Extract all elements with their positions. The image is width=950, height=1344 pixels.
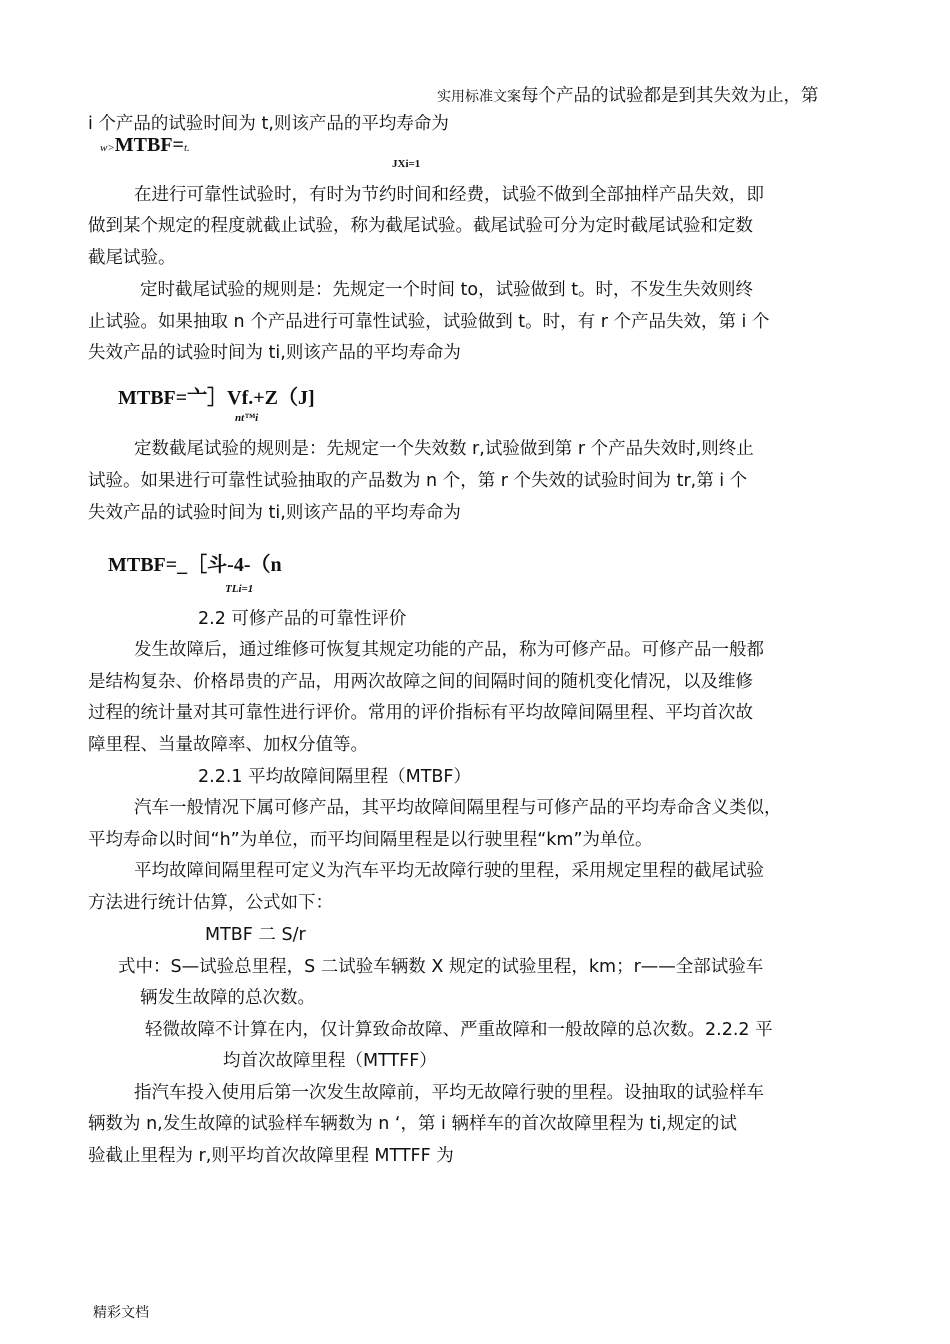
formula-1-sub: JXi=1 — [392, 158, 421, 170]
paragraph-line: 均首次故障里程（MTTFF） — [223, 1051, 437, 1071]
formula-2: MTBF=亠］Vf.+Z（J] — [118, 387, 315, 409]
formula-1-main: MTBF= — [114, 134, 184, 156]
header-line-1 — [437, 84, 819, 110]
formula-1-tail: t. — [183, 142, 190, 154]
formula-4: MTBF 二 S/r — [205, 925, 306, 945]
paragraph-line: 截尾试验。 — [88, 248, 176, 268]
paragraph-line: 辆发生故障的总次数。 — [140, 988, 315, 1008]
paragraph-line: 在进行可靠性试验时，有时为节约时间和经费，试验不做到全部抽样产品失效，即 — [134, 185, 764, 205]
paragraph-line: 定数截尾试验的规则是：先规定一个失效数 r,试验做到第 r 个产品失效时,则终止 — [134, 439, 754, 459]
paragraph-line: 过程的统计量对其可靠性进行评价。常用的评价指标有平均故障间隔里程、平均首次故 — [88, 703, 753, 723]
paragraph-line: 失效产品的试验时间为 ti,则该产品的平均寿命为 — [88, 503, 461, 523]
header-line-2: i 个产品的试验时间为 t,则该产品的平均寿命为 — [88, 114, 449, 134]
paragraph-line: 试验。如果进行可靠性试验抽取的产品数为 n 个，第 r 个失效的试验时间为 tr,第 i 个 — [88, 471, 748, 491]
paragraph-line: 轻微故障不计算在内，仅计算致命故障、严重故障和一般故障的总次数。2.2.2 平 — [145, 1020, 773, 1040]
section-heading: 2.2 可修产品的可靠性评价 — [198, 609, 407, 629]
paragraph-line: 定时截尾试验的规则是：先规定一个时间 to，试验做到 t。时，不发生失效则终 — [140, 280, 754, 300]
header-text: 每个产品的试验都是到其失效为止，第 — [521, 86, 819, 106]
paragraph-line: 验截止里程为 r,则平均首次故障里程 MTTFF 为 — [88, 1146, 454, 1166]
paragraph-line: 平均故障间隔里程可定义为汽车平均无故障行驶的里程，采用规定里程的截尾试验 — [134, 861, 764, 881]
paragraph-line: 做到某个规定的程度就截止试验，称为截尾试验。截尾试验可分为定时截尾试验和定数 — [88, 216, 753, 236]
paragraph-line: 失效产品的试验时间为 ti,则该产品的平均寿命为 — [88, 343, 461, 363]
formula-1 — [100, 133, 190, 160]
formula-1-prefix: w> — [100, 142, 115, 154]
paragraph-line: 指汽车投入使用后第一次发生故障前，平均无故障行驶的里程。设抽取的试验样车 — [134, 1083, 764, 1103]
page-footer: 精彩文档 — [93, 1306, 149, 1321]
paragraph-line: 是结构复杂、价格昂贵的产品，用两次故障之间的间隔时间的随机变化情况，以及维修 — [88, 672, 753, 692]
formula-2-sub: nt™i — [235, 412, 259, 424]
formula-3: MTBF=_［斗-4-（n — [108, 554, 282, 576]
paragraph-line: 汽车一般情况下属可修产品，其平均故障间隔里程与可修产品的平均寿命含义类似， — [134, 798, 782, 818]
paragraph-line: 平均寿命以时间“h”为单位，而平均间隔里程是以行驶里程“km”为单位。 — [88, 830, 653, 850]
paragraph-line: 式中：S—试验总里程，S 二试验车辆数 X 规定的试验里程，km；r——全部试验车 — [118, 957, 764, 977]
subsection-heading: 2.2.1 平均故障间隔里程（MTBF） — [198, 767, 471, 787]
paragraph-line: 障里程、当量故障率、加权分值等。 — [88, 735, 368, 755]
paragraph-line: 发生故障后，通过维修可恢复其规定功能的产品，称为可修产品。可修产品一般都 — [134, 640, 764, 660]
paragraph-line: 止试验。如果抽取 n 个产品进行可靠性试验，试验做到 t。时，有 r 个产品失效，第 i 个 — [88, 312, 770, 332]
formula-3-sub: TLi=1 — [225, 583, 254, 595]
doc-tag: 实用标准文案 — [437, 90, 521, 105]
paragraph-line: 方法进行统计估算，公式如下： — [88, 893, 333, 913]
paragraph-line: 辆数为 n,发生故障的试验样车辆数为 n ‘，第 i 辆样车的首次故障里程为 ti,规定的试 — [88, 1114, 737, 1134]
